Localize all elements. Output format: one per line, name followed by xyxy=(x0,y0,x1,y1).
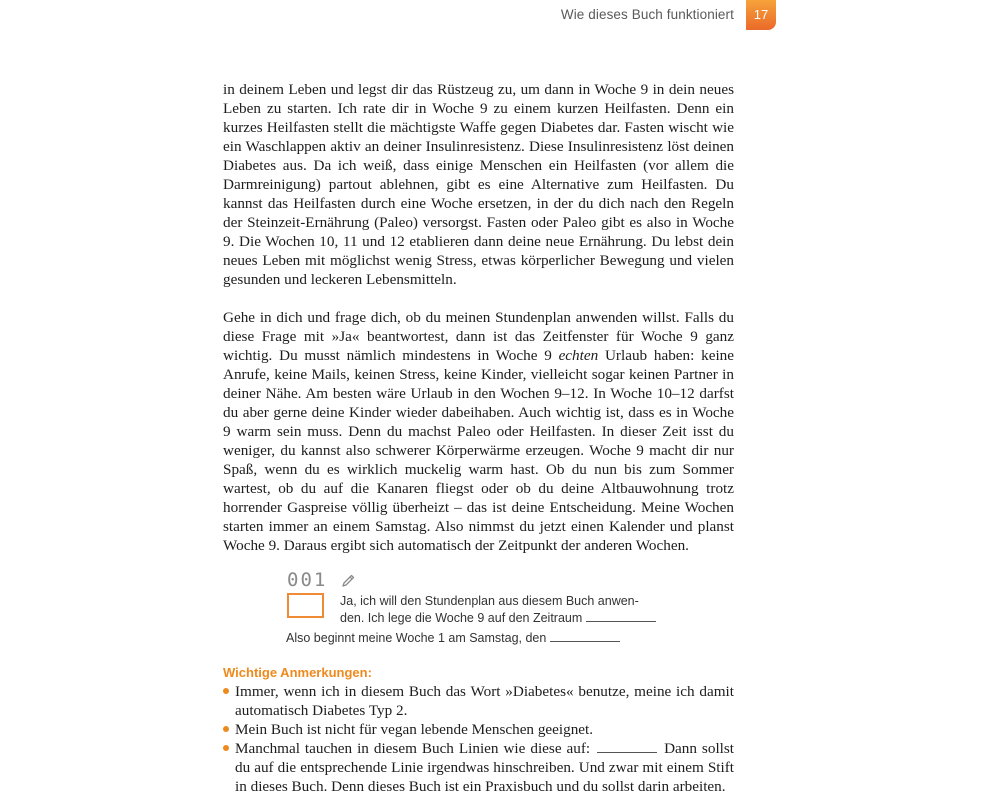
list-item-text-after-blank: Dann sollst du auf die entsprechende Linie irgendwas hinschreiben. Und zwar mit einem Stift in dieses Buch. Denn dieses Buch ist ein Praxisbuch und du sollst darin arbeiten. xyxy=(235,740,735,795)
bullet-icon xyxy=(223,745,229,751)
paragraph-2-emphasis: echten xyxy=(558,347,599,364)
agree-checkbox[interactable] xyxy=(287,593,324,618)
bullet-icon xyxy=(223,688,229,694)
date-range-blank[interactable] xyxy=(586,620,656,622)
list-item xyxy=(223,682,734,720)
start-date-blank[interactable] xyxy=(550,640,620,642)
paragraph-2-text: Gehe in dich und frage dich, ob du meinen Stundenplan anwenden willst. Falls du diese Frage mit »Ja« beantwortest, dann ist das Zeitfenster für Woche 9 ganz wichtig. Du musst nämlich mindestens in Woche 9 xyxy=(223,309,734,364)
page-header xyxy=(0,0,1000,32)
pencil-icon xyxy=(340,573,356,589)
list-item-text: Immer, wenn ich in diesem Buch das Wort »Diabetes« benutze, meine ich damit automatisch Diabetes Typ 2. xyxy=(235,683,734,719)
checkbox-text-line-2-label: den. Ich lege die Woche 9 auf den Zeitraum xyxy=(340,611,583,625)
bullet-icon xyxy=(223,726,229,732)
running-title: Wie dieses Buch funktioniert xyxy=(560,7,734,22)
worksheet-item xyxy=(286,571,734,651)
list-item xyxy=(223,720,734,739)
paragraph-2-text-continued: Urlaub haben: keine Anrufe, keine Mails, keinen Stress, keine Kinder, vielleicht sogar keinen Partner in deiner Nähe. Am besten wäre Urlaub in den Wochen 9–12. In Woche 10–12 darfst du aber gerne deine Kinder wieder dabeihaben. Auch wichtig ist, dass es in Woche 9 warm sein muss. Denn du machst Paleo oder Heilfasten. In dieser Zeit isst du weniger, du kannst also schwerer Körperwärme erzeugen. Woche 9 macht dir nur Spaß, wenn du es wirklich muckelig warm hast. Ob du nun bis zum Sommer wartest, ob du auf die Kanaren fliegst oder ob du deine Altbauwohnung trotz horrender Gaspreise völlig überheizt – das ist deine Entscheidung. Meine Wochen starten immer an einem Samstag. Also nimmst du jetzt einen Kalender und planst Woche 9. Daraus ergibt sich automatisch der Zeitpunkt der anderen Wochen. xyxy=(223,347,735,554)
item-number: 001 xyxy=(287,569,328,591)
checkbox-text-line-3-label: Also beginnt meine Woche 1 am Samstag, den xyxy=(286,631,547,645)
list-item-text: Mein Buch ist nicht für vegan lebende Menschen geeignet. xyxy=(235,721,594,738)
notes-heading: Wichtige Anmerkungen: xyxy=(223,665,372,680)
checkbox-text-line-2 xyxy=(340,610,656,627)
page-content xyxy=(223,80,734,796)
list-item xyxy=(223,739,734,796)
list-item-text-before-blank: Manchmal tauchen in diesem Buch Linien wie diese auf: xyxy=(235,740,591,757)
example-blank-line[interactable] xyxy=(597,751,657,753)
paragraph-2 xyxy=(223,308,734,555)
paragraph-1: in deinem Leben und legst dir das Rüstzeug zu, um dann in Woche 9 in dein neues Leben zu starten. Ich rate dir in Woche 9 zu einem kurzen Heilfasten. Denn ein kurzes Heilfasten stellt die mächtigste Waffe gegen Diabetes dar. Fasten wischt wie ein Waschlappen aktiv an deiner Insulinresistenz. Diese Insulinresistenz löst deinen Diabetes aus. Da ich weiß, dass einige Menschen ein Heilfasten (vor allem die Darmreinigung) partout ablehnen, gibt es eine Alternative zum Heilfasten. Du kannst das Heilfasten durch eine Woche ersetzen, in der du dich nach den Regeln der Steinzeit-Ernährung (Paleo) versorgst. Fasten oder Paleo gibt es also in Woche 9. Die Wochen 10, 11 und 12 etablieren dann deine neue Ernährung. Du lebst dein neues Leben mit möglichst wenig Stress, etwas körperlicher Bewegung und vielen gesunden und leckeren Lebensmitteln. xyxy=(223,81,734,288)
notes-list xyxy=(223,682,734,796)
checkbox-text-line-3 xyxy=(286,630,620,647)
page-number: 17 xyxy=(746,0,776,30)
checkbox-text-line-1: Ja, ich will den Stundenplan aus diesem Buch anwen- xyxy=(340,594,639,608)
